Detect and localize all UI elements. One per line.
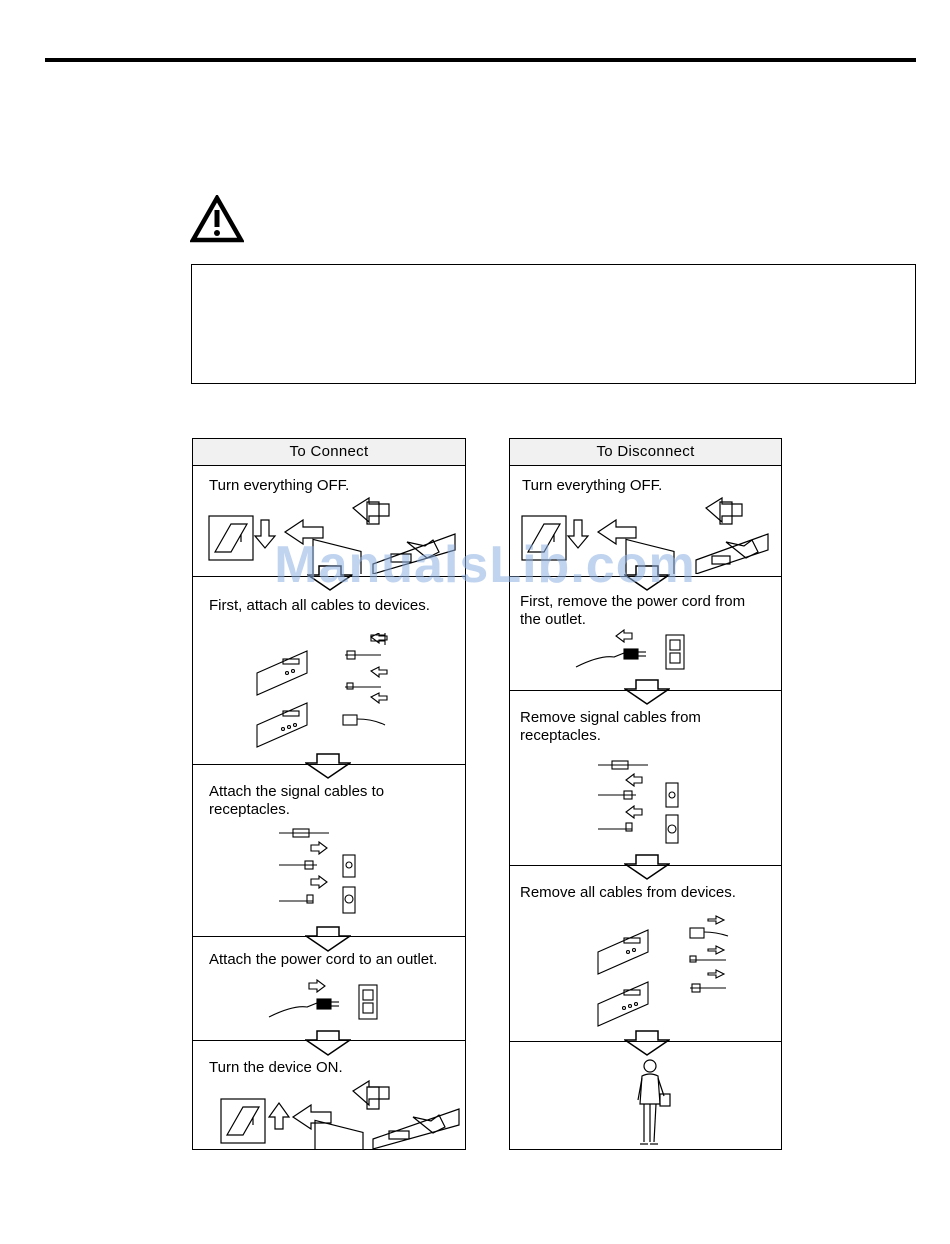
disconnect-step-4 (510, 865, 781, 1042)
disconnect-step-3-text: Remove signal cables from receptacles. (520, 709, 701, 744)
disconnect-step-2-text: First, remove the power cord from the outlet. (520, 593, 746, 628)
disconnect-step-5 (510, 1041, 781, 1149)
connect-step-3-text: Attach the signal cables to receptacles. (209, 783, 385, 818)
connect-step-4 (193, 936, 465, 1041)
cables-from-devices-icon (594, 912, 744, 1032)
disconnect-step-2 (510, 576, 781, 691)
power-switches-off-icon (516, 494, 774, 574)
disconnect-step-3 (510, 690, 781, 866)
disconnect-step-1 (510, 466, 781, 576)
watermark: ManualsLib.com (274, 536, 696, 594)
signal-cables-from-receptacles-icon (596, 751, 696, 861)
disconnect-panel (509, 438, 782, 1150)
notice-box (191, 264, 916, 384)
power-switches-off-icon (203, 494, 461, 574)
connect-step-2 (193, 576, 465, 765)
disconnect-step-4-text: Remove all cables from devices. (520, 884, 736, 901)
power-cord-to-outlet-icon (263, 975, 393, 1035)
connect-step-5-text: Turn the device ON. (209, 1059, 343, 1076)
connect-step-3 (193, 764, 465, 937)
top-rule (45, 58, 916, 62)
cables-to-devices-icon (253, 633, 403, 753)
connect-panel (192, 438, 466, 1150)
signal-cables-to-receptacles-icon (277, 825, 377, 935)
connect-header: To Connect (193, 439, 465, 466)
connect-step-4-text: Attach the power cord to an outlet. (209, 951, 438, 968)
disconnect-step-1-text: Turn everything OFF. (522, 477, 663, 494)
connect-step-2-text: First, attach all cables to devices. (209, 597, 430, 614)
connect-step-1-text: Turn everything OFF. (209, 477, 350, 494)
disconnect-header: To Disconnect (510, 439, 781, 466)
caution-triangle-icon (190, 195, 244, 243)
connect-step-1 (193, 466, 465, 576)
power-switches-on-icon (213, 1073, 463, 1149)
connect-step-5 (193, 1040, 465, 1149)
person-walking-away-icon (630, 1058, 674, 1148)
power-cord-from-outlet-icon (570, 625, 700, 685)
